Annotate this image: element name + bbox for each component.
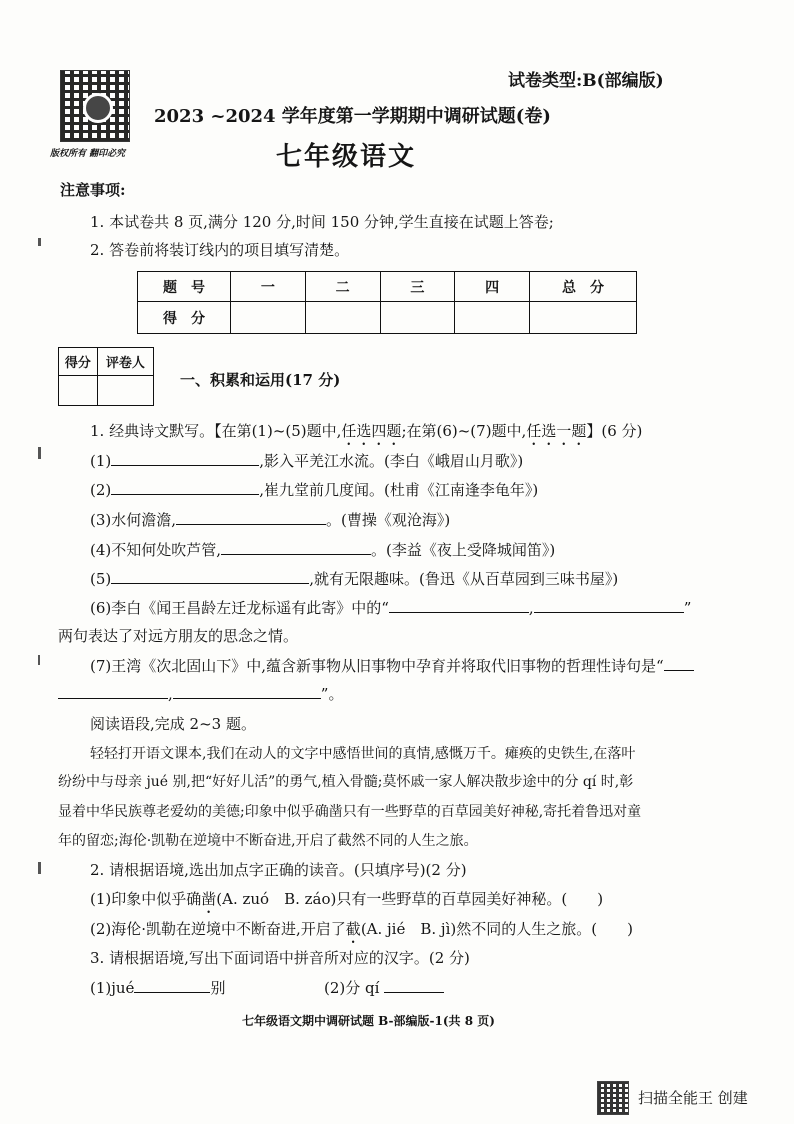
q2-stem: 2. 请根据语境,选出加点字正确的读音。(只填序号)(2 分): [90, 861, 467, 879]
scanner-watermark: 扫描全能王 创建: [638, 1089, 748, 1107]
grader-name-label: 评卷人: [97, 348, 153, 376]
notice-item-2: 2. 答卷前将装订线内的项目填写清楚。: [90, 241, 350, 259]
grader-box: [58, 347, 154, 406]
q1-item-7: (7)王湾《次北固山下》中,蕴含新事物从旧事物中孕育并将取代旧事物的哲理性诗句是“: [90, 656, 694, 676]
q3-stem: 3. 请根据语境,写出下面词语中拼音所对应的汉字。(2 分): [90, 949, 470, 967]
score-cell[interactable]: [455, 302, 530, 334]
reading-intro: 阅读语段,完成 2~3 题。: [90, 715, 256, 733]
notice-heading: 注意事项:: [60, 181, 126, 199]
score-cell[interactable]: [231, 302, 306, 334]
score-table-header: 题 号: [138, 272, 231, 302]
binding-mark: [38, 655, 40, 665]
q3-item-1: (1)jué 别: [90, 979, 226, 997]
grader-score-cell[interactable]: [59, 376, 98, 406]
score-table-header: 三: [380, 272, 455, 302]
grader-score-label: 得分: [59, 348, 98, 376]
answer-blank[interactable]: [176, 510, 326, 525]
score-row-label: 得 分: [138, 302, 231, 334]
q1-item-2: (2) ,崔九堂前几度闻。(杜甫《江南逢李龟年》): [90, 481, 539, 499]
subject-title: 七年级语文: [276, 142, 417, 172]
qr-caption: 版权所有 翻印必究: [50, 149, 126, 159]
passage-line: 显着中华民族尊老爱幼的美德;印象中似乎确凿只有一些野草的百草园美好神秘,寄托着鲁迅对童: [58, 804, 642, 820]
score-table: [137, 271, 637, 334]
answer-blank[interactable]: [389, 598, 529, 613]
score-cell[interactable]: [380, 302, 455, 334]
binding-mark: [38, 862, 41, 874]
answer-blank[interactable]: [173, 684, 321, 699]
score-table-header: 四: [455, 272, 530, 302]
answer-blank[interactable]: [534, 598, 684, 613]
q1-item-3: (3)水何澹澹, 。(曹操《观沧海》): [90, 511, 451, 529]
page-footer: 七年级语文期中调研试题 B-部编版-1(共 8 页): [242, 1014, 495, 1028]
q1-item-4: (4)不知何处吹芦管, 。(李益《夜上受降城闻笛》): [90, 541, 556, 559]
answer-blank[interactable]: [58, 684, 168, 699]
q2-item-1: (1)印象中似乎确凿(A. zuó B. záo)只有一些野草的百草园美好神秘。( ): [90, 890, 604, 908]
q3-item-2: (2)分 qí: [324, 978, 444, 998]
score-cell[interactable]: [530, 302, 637, 334]
q1-item-6: (6)李白《闻王昌龄左迁龙标遥有此寄》中的“ , ”: [90, 599, 692, 617]
q1-item-6-tail: 两句表达了对远方朋友的思念之情。: [58, 627, 299, 645]
watermark-qr: [597, 1081, 629, 1115]
score-table-header: 二: [305, 272, 380, 302]
score-table-header: 一: [231, 272, 306, 302]
q1-item-1: (1) ,影入平羌江水流。(李白《峨眉山月歌》): [90, 452, 524, 470]
qr-code: [60, 70, 130, 142]
grader-name-cell[interactable]: [97, 376, 153, 406]
binding-mark: [38, 447, 41, 459]
q1-intro: 1. 经典诗文默写。【在第(1)~(5)题中,任选四题;在第(6)~(7)题中,任选一题】(6 分): [90, 422, 643, 440]
exam-type-label: 试卷类型:B(部编版): [508, 71, 664, 91]
passage-line: 纷纷中与母亲 jué 别,把“好好儿活”的勇气,植入骨髓;莫怀戚一家人解决散步途中的分 qí 时,彰: [58, 774, 634, 790]
answer-blank[interactable]: [134, 978, 210, 993]
binding-mark: [38, 238, 41, 246]
answer-blank[interactable]: [384, 978, 444, 993]
q1-item-7-cont: , ”。: [58, 684, 343, 704]
answer-blank[interactable]: [221, 540, 371, 555]
passage-line: 年的留恋;海伦·凯勒在逆境中不断奋进,开启了截然不同的人生之旅。: [58, 833, 478, 849]
score-cell[interactable]: [305, 302, 380, 334]
answer-blank[interactable]: [111, 569, 309, 584]
q2-item-2: (2)海伦·凯勒在逆境中不断奋进,开启了截(A. jié B. jì)然不同的人生之旅。( ): [90, 920, 633, 938]
q1-item-5: (5) ,就有无限趣味。(鲁迅《从百草园到三味书屋》): [90, 570, 619, 588]
score-table-header: 总 分: [530, 272, 637, 302]
answer-blank[interactable]: [111, 480, 259, 495]
answer-blank[interactable]: [664, 656, 694, 671]
exam-title: 2023 ~2024 学年度第一学期期中调研试题(卷): [154, 106, 551, 127]
section-title: 一、积累和运用(17 分): [180, 371, 341, 389]
notice-item-1: 1. 本试卷共 8 页,满分 120 分,时间 150 分钟,学生直接在试题上答卷;: [90, 213, 554, 231]
passage-line: 轻轻打开语文课本,我们在动人的文字中感悟世间的真情,感慨万千。瘫痪的史铁生,在落叶: [90, 746, 636, 762]
answer-blank[interactable]: [111, 451, 259, 466]
